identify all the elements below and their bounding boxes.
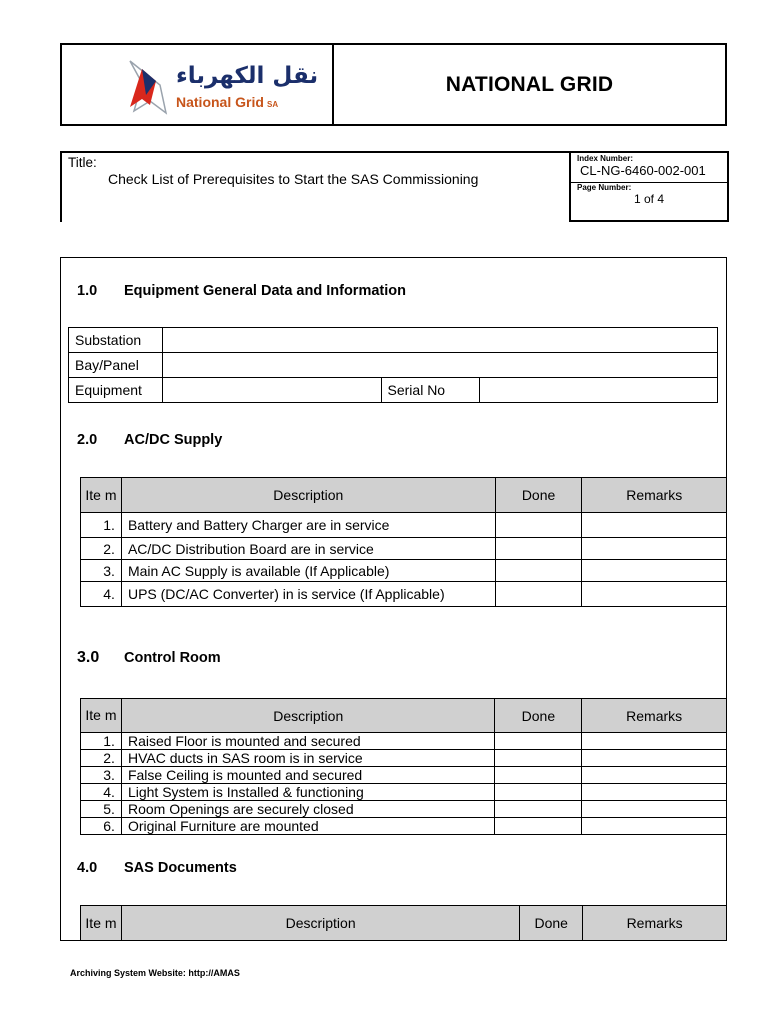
done-cell[interactable] xyxy=(495,582,582,607)
table-row xyxy=(81,767,727,784)
item-description: Room Openings are securely closed xyxy=(121,801,495,818)
table-row xyxy=(69,353,718,378)
title-block xyxy=(60,151,727,222)
section-3-number: 3.0 xyxy=(77,649,100,666)
section-4-number: 4.0 xyxy=(77,860,98,876)
done-cell[interactable] xyxy=(495,767,582,784)
company-name: NATIONAL GRID xyxy=(445,72,614,96)
document-header xyxy=(60,43,727,126)
section-3-title: Control Room xyxy=(124,650,221,666)
item-column-header: Ite m xyxy=(81,478,122,513)
national-grid-logo xyxy=(120,55,319,121)
table-row xyxy=(81,733,727,750)
svg-text:National Grid: National Grid xyxy=(176,94,264,110)
done-cell[interactable] xyxy=(495,733,582,750)
item-number: 4. xyxy=(81,582,122,607)
svg-text:SA: SA xyxy=(267,100,279,109)
table-row xyxy=(81,801,727,818)
description-column-header: Description xyxy=(121,906,519,941)
item-description: Original Furniture are mounted xyxy=(121,818,495,835)
page-number-label: Page Number: xyxy=(577,183,632,192)
item-number: 4. xyxy=(81,784,122,801)
remarks-cell[interactable] xyxy=(582,784,727,801)
table-row xyxy=(81,538,727,560)
item-number: 2. xyxy=(81,750,122,767)
section-2-number: 2.0 xyxy=(77,432,98,448)
table-row xyxy=(69,328,718,353)
remarks-cell[interactable] xyxy=(582,750,727,767)
serial-no-label: Serial No xyxy=(381,378,480,403)
remarks-cell[interactable] xyxy=(582,582,727,607)
remarks-cell[interactable] xyxy=(582,513,727,538)
description-column-header: Description xyxy=(121,478,495,513)
section-4-title: SAS Documents xyxy=(124,860,237,876)
archiving-footer: Archiving System Website: http://AMAS xyxy=(70,968,240,978)
bay-panel-value[interactable] xyxy=(162,353,717,378)
item-description: Raised Floor is mounted and secured xyxy=(121,733,495,750)
svg-text:نقل الكهرباء: نقل الكهرباء xyxy=(176,63,319,89)
item-number: 3. xyxy=(81,560,122,582)
page-number-value: 1 of 4 xyxy=(633,192,665,206)
done-cell[interactable] xyxy=(495,750,582,767)
logo-icon xyxy=(120,55,319,121)
section-3-heading xyxy=(77,649,221,667)
title-label: Title: xyxy=(68,155,97,170)
done-cell[interactable] xyxy=(495,801,582,818)
acdc-supply-table xyxy=(80,477,727,607)
item-description: False Ceiling is mounted and secured xyxy=(121,767,495,784)
index-box xyxy=(569,151,729,222)
remarks-cell[interactable] xyxy=(582,801,727,818)
remarks-cell[interactable] xyxy=(582,767,727,784)
remarks-cell[interactable] xyxy=(582,560,727,582)
section-1-heading xyxy=(77,283,406,299)
done-cell[interactable] xyxy=(495,538,582,560)
section-2-heading xyxy=(77,432,222,448)
substation-value[interactable] xyxy=(162,328,717,353)
section-1-title: Equipment General Data and Information xyxy=(124,283,406,299)
table-row xyxy=(81,818,727,835)
table-row xyxy=(81,560,727,582)
section-2-title: AC/DC Supply xyxy=(124,432,223,448)
table-header-row xyxy=(81,478,727,513)
table-header-row xyxy=(81,906,727,941)
done-column-header: Done xyxy=(520,906,583,941)
table-row xyxy=(69,378,718,403)
item-number: 2. xyxy=(81,538,122,560)
item-number: 3. xyxy=(81,767,122,784)
section-4-heading xyxy=(77,860,237,876)
remarks-cell[interactable] xyxy=(582,538,727,560)
remarks-column-header: Remarks xyxy=(582,699,727,733)
done-column-header: Done xyxy=(495,699,582,733)
table-row xyxy=(81,513,727,538)
item-column-header: Ite m xyxy=(81,906,122,941)
done-cell[interactable] xyxy=(495,818,582,835)
document-title: Check List of Prerequisites to Start the SAS Commissioning xyxy=(108,171,479,187)
table-row xyxy=(81,750,727,767)
bay-panel-label: Bay/Panel xyxy=(69,353,163,378)
table-header-row xyxy=(81,699,727,733)
done-cell[interactable] xyxy=(495,784,582,801)
equipment-info-table xyxy=(68,327,718,403)
substation-label: Substation xyxy=(69,328,163,353)
item-number: 5. xyxy=(81,801,122,818)
sas-documents-table xyxy=(80,905,727,941)
description-column-header: Description xyxy=(121,699,495,733)
item-description: AC/DC Distribution Board are in service xyxy=(121,538,495,560)
equipment-label: Equipment xyxy=(69,378,163,403)
remarks-cell[interactable] xyxy=(582,818,727,835)
remarks-column-header: Remarks xyxy=(583,906,727,941)
item-description: HVAC ducts in SAS room is in service xyxy=(121,750,495,767)
control-room-table xyxy=(80,698,727,835)
item-description: Light System is Installed & functioning xyxy=(121,784,495,801)
remarks-cell[interactable] xyxy=(582,733,727,750)
item-number: 1. xyxy=(81,513,122,538)
section-1-number: 1.0 xyxy=(77,283,98,299)
index-number-label: Index Number: xyxy=(577,154,634,163)
done-cell[interactable] xyxy=(495,560,582,582)
item-number: 1. xyxy=(81,733,122,750)
done-column-header: Done xyxy=(495,478,582,513)
item-description: UPS (DC/AC Converter) in is service (If Applicable) xyxy=(121,582,495,607)
item-column-header: Ite m xyxy=(81,699,122,733)
table-row xyxy=(81,784,727,801)
serial-no-value[interactable] xyxy=(480,378,718,403)
index-number-value: CL-NG-6460-002-001 xyxy=(580,163,706,178)
equipment-value[interactable] xyxy=(162,378,381,403)
item-number: 6. xyxy=(81,818,122,835)
done-cell[interactable] xyxy=(495,513,582,538)
remarks-column-header: Remarks xyxy=(582,478,727,513)
table-row xyxy=(81,582,727,607)
item-description: Main AC Supply is available (If Applicable) xyxy=(121,560,495,582)
item-description: Battery and Battery Charger are in service xyxy=(121,513,495,538)
